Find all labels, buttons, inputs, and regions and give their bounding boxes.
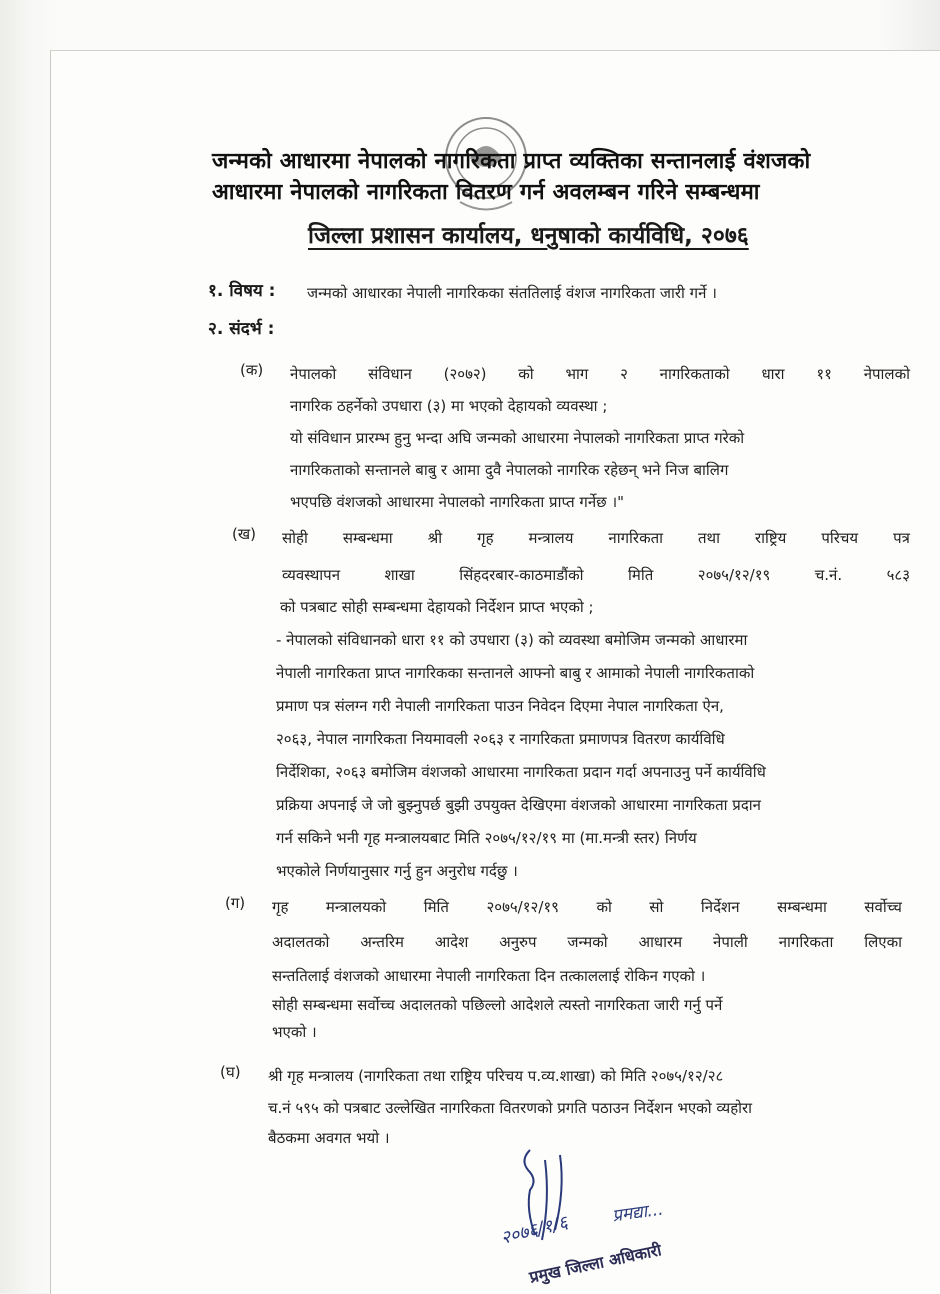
word: सर्वोच्च [864,898,902,916]
item-ga-line-3: सन्ततिलाई वंशजको आधारमा नेपाली नागरिकता दिन तत्काललाई रोकिन गएको । [272,967,706,985]
signature-date: २०७६/१/६ [498,1212,570,1249]
word: संविधान [368,365,412,383]
word: २०७५/१२/१९ [697,566,771,584]
item-ga-line-1 [272,897,902,917]
item-kha-line-3: को पत्रबाट सोही सम्बन्धमा देहायको निर्देशन प्राप्त भएको ; [280,598,594,616]
word: शाखा [384,566,415,584]
word: ११ [816,365,832,383]
item-ga-line-2 [272,932,902,952]
context-heading: २. संदर्भ : [208,319,275,339]
item-ka-line-2: नागरिक ठहर्नेको उपधारा (३) मा भएको देहायको व्यवस्था ; [290,397,608,415]
word: अनुरुप [499,933,537,951]
word: लिएका [864,933,902,951]
word: जन्मको [567,933,608,951]
title-line-2: आधारमा नेपालको नागरिकता वितरण गर्न अवलम्बन गरिने सम्बन्धमा [212,180,760,205]
item-gha-line-2: च.नं ५९५ को पत्रबाट उल्लेखित नागरिकता वितरणको प्रगति पठाउन निर्देशन भएको व्यहोरा [268,1099,753,1117]
word: नागरिकताको [659,365,730,383]
word: मन्त्रालयको [325,898,387,916]
item-ga-line-5: भएको । [272,1023,317,1041]
word: नागरिकता [608,529,664,547]
item-kha-line-1 [282,528,910,548]
item-gha-line-3: बैठकमा अवगत भयो । [268,1129,390,1147]
item-kha-line-4: - नेपालको संविधानको धारा ११ को उपधारा (३) को व्यवस्था बमोजिम जन्मको आधारमा [276,631,748,649]
word: नेपालको [290,365,337,383]
subject-text: जन्मको आधारका नेपाली नागरिकका संततिलाई वंशज नागरिकता जारी गर्ने । [307,284,717,302]
word: परिचय [821,529,859,547]
signature-stamp: प्रमुख जिल्ला अधिकारी [527,1240,664,1287]
item-ka-line-3: यो संविधान प्रारम्भ हुनु भन्दा अघि जन्मको आधारमा नेपालको नागरिकता प्राप्त गरेको [290,429,745,447]
word: श्री [427,529,443,547]
item-kha-line-10: गर्न सकिने भनी गृह मन्त्रालयबाट मिति २०७५/१२/१९ मा (मा.मन्त्री स्तर) निर्णय [276,829,697,847]
word: धारा [761,365,785,383]
item-kha-line-6: प्रमाण पत्र संलग्न गरी नेपाली नागरिकता पाउन निवेदन दिएमा नेपाल नागरिकता ऐन, [276,697,724,715]
word: च.नं. [814,566,843,584]
word: आदेश [434,933,469,951]
word: ५८३ [886,566,910,584]
word: सो [649,898,664,916]
word: २०७५/१२/१९ [486,898,559,916]
document-subtitle: जिल्ला प्रशासन कार्यालय, धनुषाको कार्यविधि, २०७६ [308,223,749,249]
item-kha-line-8: निर्देशिका, २०६३ बमोजिम वंशजको आधारमा नागरिकता प्रदान गर्दा अपनाउनु पर्ने कार्यविधि [276,763,766,781]
item-ga-line-4: सोही सम्बन्धमा सर्वोच्च अदालतको पछिल्लो आदेशले त्यस्तो नागरिकता जारी गर्नु पर्ने [272,996,723,1014]
word: को [518,365,534,383]
word: गृह [477,529,494,547]
word: भाग [565,365,589,383]
word: सम्बन्धमा [342,529,393,547]
word: मन्त्रालय [528,529,574,547]
word: निर्देशन [700,898,740,916]
word: मिति [628,566,654,584]
word: सिंहदरबार-काठमाडौंको [459,566,584,584]
item-kha-line-11: भएकोले निर्णयानुसार गर्नु हुन अनुरोध गर्दछु । [276,862,518,880]
subject-heading: १. विषय : [208,281,276,301]
title-line-1: जन्मको आधारमा नेपालको नागरिकता प्राप्त व्यक्तिका सन्तानलाई वंशजको [212,149,811,174]
item-ka-line-5: भएपछि वंशजको आधारमा नेपालको नागरिकता प्राप्त गर्नेछ ।" [290,493,625,511]
item-kha-line-5: नेपाली नागरिकता प्राप्त नागरिकका सन्तानले आफ्नो बाबु र आमाको नेपाली नागरिकताको [276,664,755,682]
word: पत्र [893,529,910,547]
item-ka-line-1 [290,364,910,384]
word: व्यवस्थापन [282,566,341,584]
item-label-ka: (क) [240,361,264,379]
word: अदालतको [272,933,330,951]
word: राष्ट्रिय [755,529,787,547]
word: को [596,898,612,916]
word: सोही [282,529,308,547]
word: आधारम [638,933,683,951]
word: (२०७२) [443,365,487,383]
word: गृह [272,898,289,916]
item-label-gha: (घ) [220,1063,241,1081]
item-kha-line-2 [282,565,910,585]
item-label-kha: (ख) [232,525,256,543]
word: तथा [698,529,721,547]
word: नेपाली [713,933,748,951]
item-kha-line-9: प्रक्रिया अपनाई जे जो बुझ्नुपर्छ बुझी उपयुक्त देखिएमा वंशजको आधारमा नागरिकता प्रदान [276,796,761,814]
word: सम्बन्धमा [777,898,827,916]
word: मिति [423,898,449,916]
word: २ [620,365,628,383]
item-label-ga: (ग) [225,894,246,912]
item-ka-line-4: नागरिकताको सन्तानले बाबु र आमा दुवै नेपालको नागरिक रहेछन् भने निज बालिग [290,461,729,479]
item-kha-line-7: २०६३, नेपाल नागरिकता नियमावली २०६३ र नागरिकता प्रमाणपत्र वितरण कार्यविधि [276,730,725,748]
item-gha-line-1: श्री गृह मन्त्रालय (नागरिकता तथा राष्ट्रिय परिचय प.व्य.शाखा) को मिति २०७५/१२/२८ [268,1067,724,1085]
word: नागरिकता [778,933,834,951]
signature-name: प्रमद्या... [611,1199,665,1227]
word: अन्तरिम [360,933,404,951]
word: नेपालको [863,365,910,383]
